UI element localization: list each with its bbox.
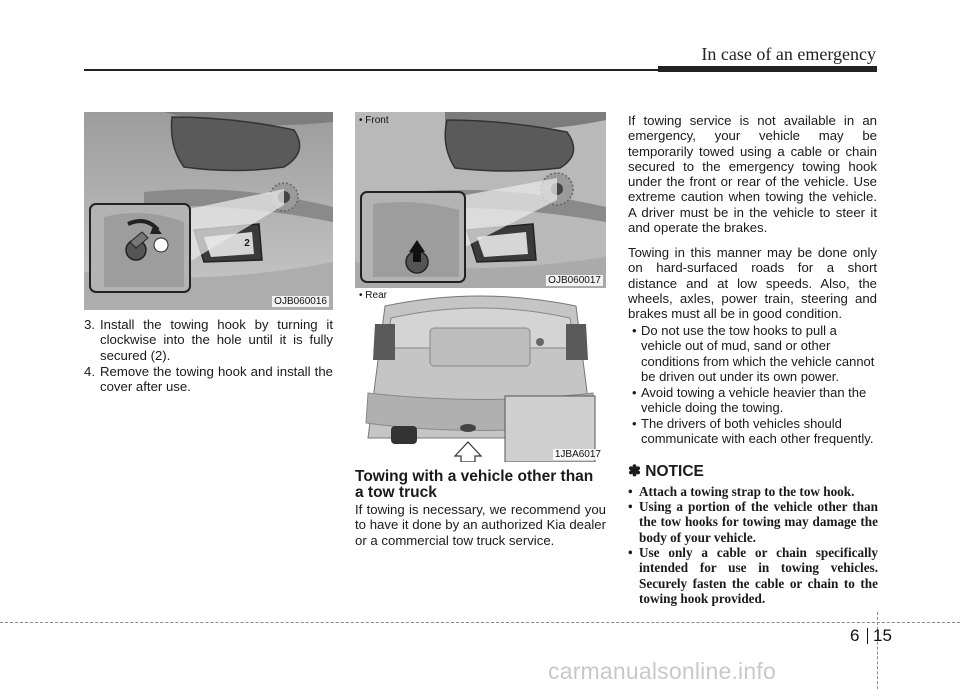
notice-bullet: • xyxy=(628,499,633,514)
page-number-separator xyxy=(867,628,868,644)
notice-text: Using a portion of the vehicle other than the tow hooks for towing may damage the body of your vehicle. xyxy=(639,499,878,545)
notice-text: Attach a towing strap to the tow hook. xyxy=(639,484,855,499)
section-header-title: In case of an emergency xyxy=(701,44,876,64)
chapter-number: 6 xyxy=(850,626,860,645)
step-item xyxy=(84,317,333,363)
step-number: 4. xyxy=(84,364,95,379)
hook-install-illustration xyxy=(84,112,333,310)
figure-rear-tag: • Rear xyxy=(359,290,387,301)
paragraph-road-conditions: Towing in this manner may be done only on hard-surfaced roads for a short distance and at low speeds. Also, the wheels, axles, power train, steering and brakes must all be in good condition. xyxy=(628,245,877,322)
header-tab xyxy=(658,66,877,72)
bullet-text: Avoid towing a vehicle heavier than the vehicle doing the towing. xyxy=(641,385,867,416)
step-number: 3. xyxy=(84,317,95,332)
notice-bullet: • xyxy=(628,545,633,560)
figure-rear xyxy=(355,288,606,462)
watermark: carmanualsonline.info xyxy=(548,658,776,684)
step-text: Install the towing hook by turning it clockwise into the hole until it is fully secured (2). xyxy=(100,317,333,363)
footer-dashed-line xyxy=(0,622,960,623)
bullet-dot: • xyxy=(632,323,637,338)
figure-front xyxy=(355,112,606,288)
section-body: If towing is necessary, we recommend you to have it done by an authorized Kia dealer or a commercial tow truck service. xyxy=(355,502,606,548)
notice-text: Use only a cable or chain specifically intended for use in towing vehicles. Securely fasten the cable or chain to the towing hook provided. xyxy=(639,545,878,606)
figure-front-tag: • Front xyxy=(359,115,389,126)
step-text: Remove the towing hook and install the cover after use. xyxy=(100,364,333,395)
paragraph-emergency-towing: If towing service is not available in an emergency, your vehicle may be temporarily towed using a cable or chain secured to the emergency towing hook under the front or rear of the vehicle. Use extreme caution when towing the vehicle. A driver must be in the vehicle to steer it and operate the brakes. xyxy=(628,113,877,236)
bullet-text: Do not use the tow hooks to pull a vehicle out of mud, sand or other conditions from which the vehicle cannot be driven out under its own power. xyxy=(641,323,875,384)
notice-bullet: • xyxy=(628,484,633,499)
bullet-dot: • xyxy=(632,416,637,431)
figure-code: 1JBA6017 xyxy=(554,449,601,460)
front-hook-illustration xyxy=(355,112,606,288)
notice-title: ✽ NOTICE xyxy=(628,463,704,480)
bullet-dot: • xyxy=(632,385,637,400)
footer-vertical-dash xyxy=(877,612,878,689)
figure-code: OJB060016 xyxy=(274,296,327,307)
section-heading: Towing with a vehicle other than a tow truck xyxy=(355,468,594,501)
figure-code: OJB060017 xyxy=(548,275,601,286)
page-number: 15 xyxy=(873,626,892,645)
rear-hook-illustration xyxy=(355,288,606,462)
callout-number: 2 xyxy=(244,238,250,249)
bullet-text: The drivers of both vehicles should communicate with each other frequently. xyxy=(641,416,874,447)
figure-hook-install xyxy=(84,112,333,310)
step-item xyxy=(84,364,333,396)
